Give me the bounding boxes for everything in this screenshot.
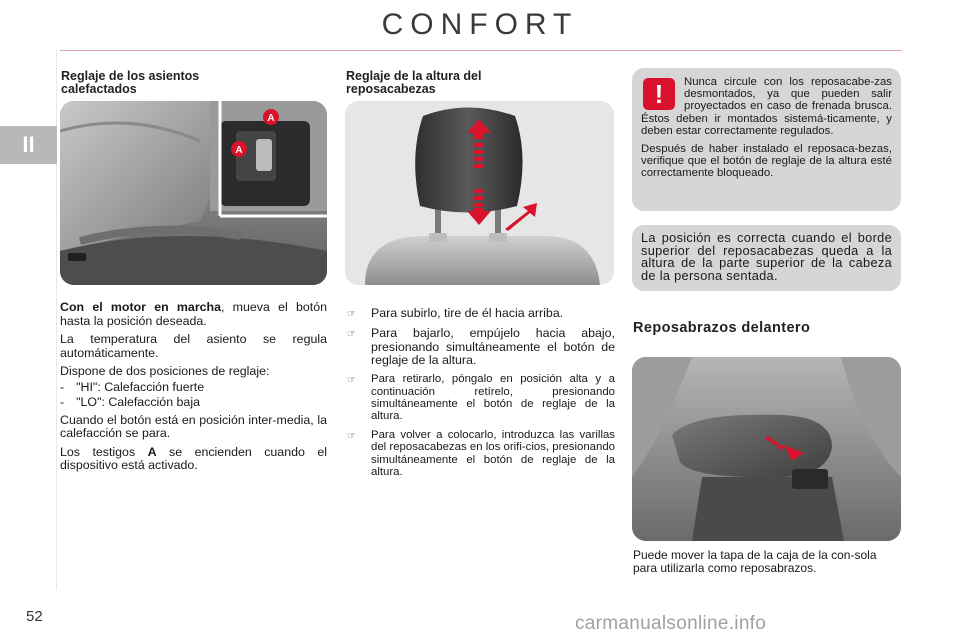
positions-paragraph: Dispone de dos posiciones de reglaje: xyxy=(60,364,270,378)
heated-seats-text xyxy=(60,301,327,478)
headrest-instructions xyxy=(347,307,615,484)
label-a-bottom: A xyxy=(235,145,243,156)
label-a-top: A xyxy=(267,113,275,124)
chapter-tab: II xyxy=(0,126,57,164)
headrest-photo xyxy=(345,101,614,285)
bullet-remove: ☞ Para retirarlo, póngalo en posición alta y a continuación retírelo, presionando simultáneamente el botón de reglaje de la altura. xyxy=(347,373,615,423)
option-hi: - "HI": Calefacción fuerte xyxy=(60,379,205,394)
headrest-heading: Reglaje de la altura del reposacabezas xyxy=(346,69,482,96)
intro-bold: Con el motor en marcha xyxy=(60,300,221,314)
bullet-lower: ☞ Para bajarlo, empújelo hacia abajo, presionando simultáneamente el botón de reglaje de la altura. xyxy=(347,326,615,367)
armrest-heading: Reposabrazos delantero xyxy=(633,320,811,336)
intermediate-paragraph: Cuando el botón está en posición inter-media, la calefacción se para. xyxy=(60,412,327,440)
warning-paragraph-1: Nunca circule con los reposacabe-zas desmontados, ya que pueden salir proyectados en caso de frenada brusca. Éstos deben ir montados sistemá-ticamente, y deben estar correctamente regulados. xyxy=(641,76,892,137)
warning-box xyxy=(632,68,901,211)
pointer-icon: ☞ xyxy=(347,375,356,387)
warning-icon: ! xyxy=(643,78,675,110)
heated-seat-photo xyxy=(60,101,327,285)
warning-paragraph-2: Después de haber instalado el reposaca-bezas, verifique que el botón de reglaje de la altura esté correctamente bloqueado. xyxy=(641,143,892,180)
page-number: 52 xyxy=(26,608,43,625)
bullet-raise: ☞ Para subirlo, tire de él hacia arriba. xyxy=(347,306,564,320)
option-lo: - "LO": Calefacción baja xyxy=(60,395,200,409)
indicator-paragraph: Los testigos A se encienden cuando el dispositivo está activado. xyxy=(60,444,327,472)
title-divider xyxy=(60,50,902,51)
page-title: CONFORT xyxy=(381,8,579,41)
info-box: La posición es correcta cuando el borde superior del reposacabezas queda a la altura de la parte superior de la cabeza de la persona sentada. xyxy=(632,225,901,291)
watermark: carmanualsonline.info xyxy=(575,613,767,634)
heated-seats-heading: Reglaje de los asientos calefactados xyxy=(61,69,200,96)
intro-rest: , mueva el botón hasta la posición deseada. xyxy=(60,300,327,328)
pointer-icon: ☞ xyxy=(347,329,356,341)
temp-paragraph: La temperatura del asiento se regula automáticamente. xyxy=(60,332,327,360)
intro-paragraph xyxy=(60,301,327,328)
bullet-refit: ☞ Para volver a colocarlo, introduzca las varillas del reposacabezas en los orifi-cios, presionando simultáneamente el botón de reglaje de la altura. xyxy=(347,428,615,479)
pointer-icon: ☞ xyxy=(347,430,356,442)
armrest-photo xyxy=(632,357,901,541)
pointer-icon: ☞ xyxy=(347,309,356,320)
armrest-caption: Puede mover la tapa de la caja de la con-sola para utilizarla como reposabrazos. xyxy=(633,548,877,575)
